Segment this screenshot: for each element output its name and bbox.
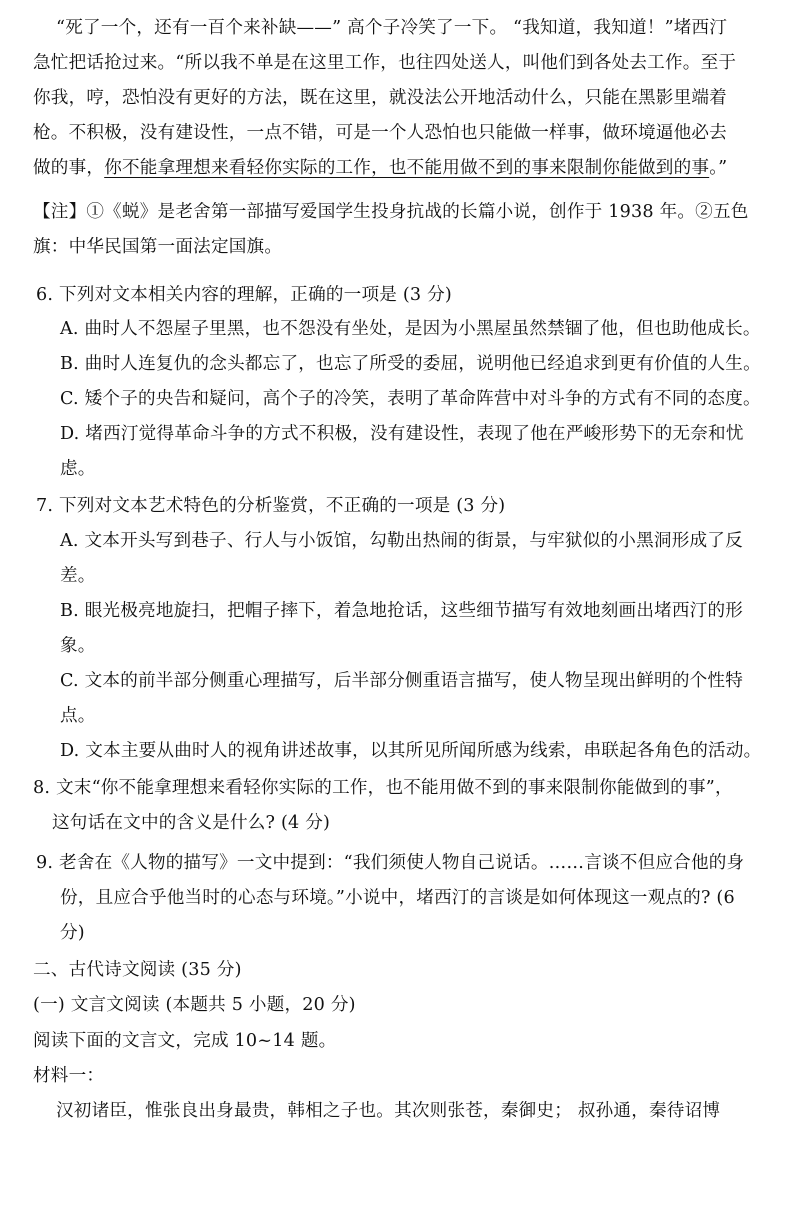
passage-line-3: 你我，哼，恐怕没有更好的方法，既在这里，就没法公开地活动什么，只能在黑影里端着 <box>33 88 727 108</box>
question-7-option-b: B. 眼光极亮地旋扫，把帽子摔下，着急地抢话，这些细节描写有效地刻画出堵西汀的形 <box>60 601 744 621</box>
question-6-option-b: B. 曲时人连复仇的念头都忘了，也忘了所受的委屈，说明他已经追求到更有价值的人生。 <box>60 354 761 374</box>
question-9-line-3: 分) <box>60 923 85 943</box>
material-1-label: 材料一： <box>33 1066 105 1086</box>
question-7-option-a: A. 文本开头写到巷子、行人与小饭馆，勾勒出热闹的街景，与牢狱似的小黑洞形成了反 <box>60 531 743 551</box>
question-6-option-c: C. 矮个子的央告和疑问，高个子的冷笑，表明了革命阵营中对斗争的方式有不同的态度。 <box>60 389 761 409</box>
question-7-stem: 7. 下列对文本艺术特色的分析鉴赏，不正确的一项是 (3 分) <box>36 496 506 516</box>
section-2-instruction: 阅读下面的文言文，完成 10~14 题。 <box>33 1031 337 1051</box>
question-7-option-d: D. 文本主要从曲时人的视角讲述故事，以其所见所闻所感为线索，串联起各角色的活动。 <box>60 741 762 761</box>
note-line-1: 【注】①《蜕》是老舍第一部描写爱国学生投身抗战的长篇小说，创作于 1938 年。②五色 <box>33 202 749 222</box>
question-7-option-b-cont: 象。 <box>60 636 96 656</box>
passage-line-1: “死了一个，还有一百个来补缺——” 高个子冷笑了一下。 “我知道，我知道！”堵西汀 <box>56 18 728 38</box>
passage-line-5 <box>33 156 727 180</box>
question-7-option-c-cont: 点。 <box>60 706 96 726</box>
question-6-stem: 6. 下列对文本相关内容的理解，正确的一项是 (3 分) <box>36 285 452 305</box>
question-7-option-a-cont: 差。 <box>60 566 96 586</box>
passage-line-2: 急忙把话抢过来。“所以我不单是在这里工作，也往四处送人，叫他们到各处去工作。至于 <box>33 53 737 73</box>
passage-line-5-prefix: 做的事， <box>33 158 105 178</box>
question-6-option-a: A. 曲时人不怨屋子里黑，也不怨没有坐处，是因为小黑屋虽然禁锢了他，但也助他成长。 <box>60 319 761 339</box>
note-line-2: 旗：中华民国第一面法定国旗。 <box>33 237 283 257</box>
question-8-line-1: 8. 文末“你不能拿理想来看轻你实际的工作，也不能用做不到的事来限制你能做到的事”， <box>33 778 733 798</box>
question-9-line-1: 9. 老舍在《人物的描写》一文中提到：“我们须使人物自己说话。……言谈不但应合他的身 <box>36 853 745 873</box>
underlined-quote: 你不能拿理想来看轻你实际的工作，也不能用做不到的事来限制你能做到的事 <box>104 158 710 178</box>
question-9-line-2: 份，且应合乎他当时的心态与环境。”小说中，堵西汀的言谈是如何体现这一观点的? (6 <box>60 888 735 908</box>
question-6-option-d: D. 堵西汀觉得革命斗争的方式不积极，没有建设性，表现了他在严峻形势下的无奈和忧 <box>60 424 744 444</box>
question-7-option-c: C. 文本的前半部分侧重心理描写，后半部分侧重语言描写，使人物呈现出鲜明的个性特 <box>60 671 743 691</box>
section-2-title: 二、古代诗文阅读 (35 分) <box>33 960 242 980</box>
passage-line-4: 枪。不积极，没有建设性，一点不错，可是一个人恐怕也只能做一样事，做环境逼他必去 <box>33 123 727 143</box>
question-6-option-d-cont: 虑。 <box>60 459 96 479</box>
material-1-text: 汉初诸臣，惟张良出身最贵，韩相之子也。其次则张苍，秦御史； 叔孙通，秦待诏博 <box>56 1101 721 1121</box>
section-2-subtitle: (一) 文言文阅读 (本题共 5 小题，20 分) <box>33 995 356 1015</box>
passage-line-5-suffix: 。” <box>709 158 728 178</box>
question-8-line-2: 这句话在文中的含义是什么? (4 分) <box>52 813 331 833</box>
